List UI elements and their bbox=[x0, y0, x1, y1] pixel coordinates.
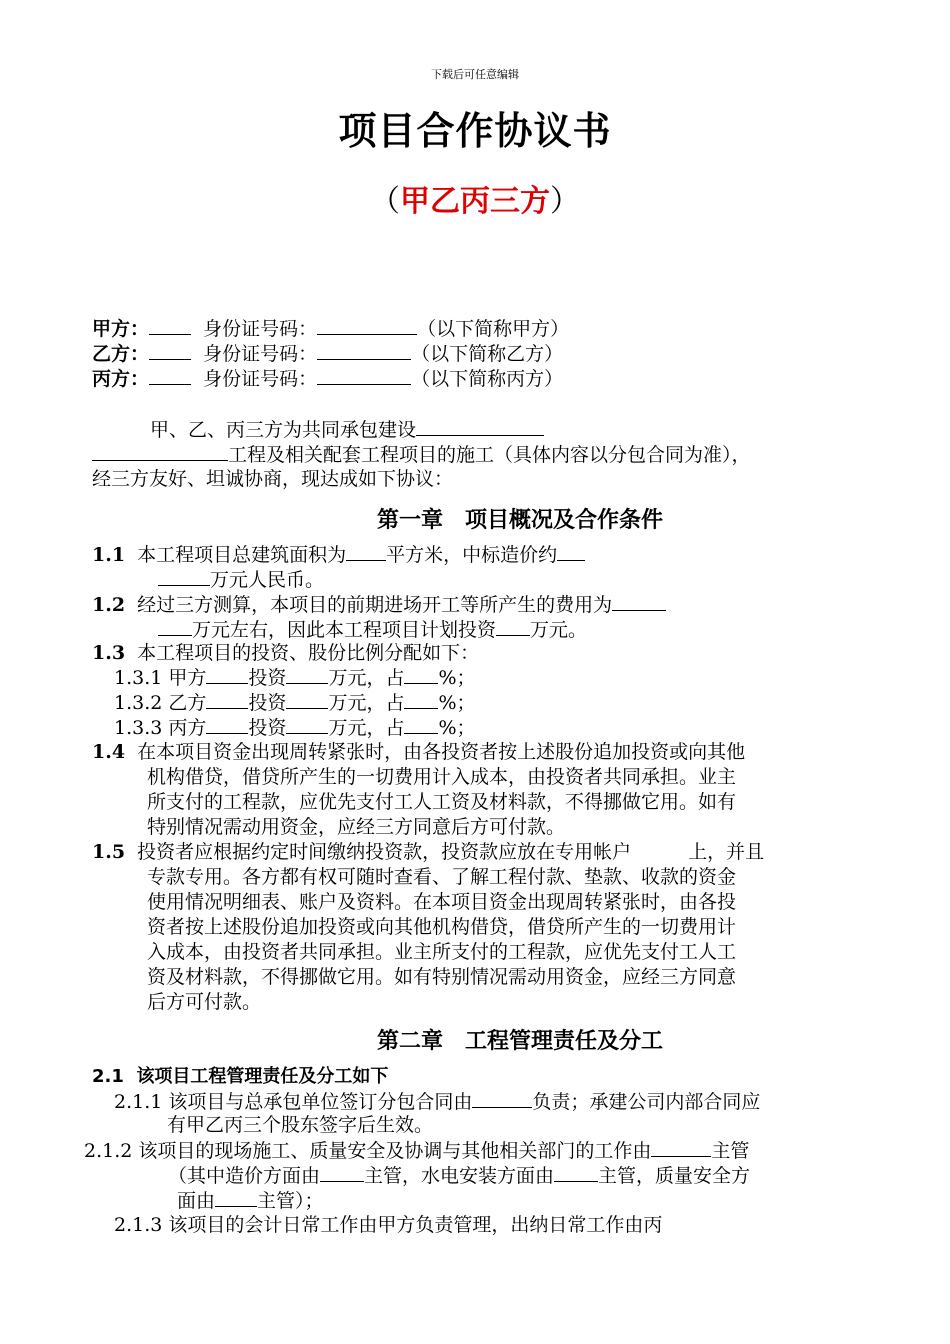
document-title: 项目合作协议书 bbox=[338, 109, 612, 153]
section-text: 投资者应根据约定时间缴纳投资款，投资款应放在专用帐户 上，并且 bbox=[137, 841, 765, 863]
item-number: 2.1.1 bbox=[114, 1091, 163, 1113]
section-number: 1.4 bbox=[92, 741, 126, 763]
cost-manager-blank bbox=[320, 1163, 364, 1182]
section-2-1 bbox=[92, 1064, 388, 1089]
item-number: 1.3.3 bbox=[114, 717, 163, 739]
id-label: 身份证号码： bbox=[203, 343, 318, 365]
party-suffix: （以下简称甲方） bbox=[417, 318, 570, 340]
item-text: 负责；承建公司内部合同应 bbox=[532, 1091, 761, 1113]
party-suffix: （以下简称乙方） bbox=[411, 343, 564, 365]
header-note: 下载后可任意编辑 bbox=[431, 68, 519, 81]
section-number: 1.2 bbox=[92, 594, 126, 616]
amount-blank bbox=[286, 665, 328, 684]
section-1-3-3 bbox=[114, 715, 476, 741]
section-1-4-line-3: 所支付的工程款，应优先支付工人工资及材料款，不得挪做它用。如有 bbox=[147, 791, 737, 813]
section-2-1-1 bbox=[114, 1089, 760, 1115]
section-1-5-line-3: 使用情况明细表、账户及资料。在本项目资金出现周转紧张时，由各投 bbox=[147, 891, 737, 913]
section-1-1 bbox=[92, 542, 585, 568]
section-text: 万元左右，因此本工程项目计划投资 bbox=[192, 619, 497, 641]
subtitle-text: 甲乙丙三方 bbox=[400, 184, 550, 219]
item-text: 该项目的会计日常工作由甲方负责管理，出纳日常工作由丙 bbox=[168, 1214, 663, 1236]
mep-manager-blank bbox=[554, 1163, 598, 1182]
percent-blank bbox=[404, 715, 438, 734]
item-text: %； bbox=[438, 692, 476, 714]
section-number: 2.1 bbox=[92, 1066, 124, 1087]
section-1-2-cont bbox=[158, 617, 587, 643]
investment-blank bbox=[496, 617, 530, 636]
item-text: 面由 bbox=[177, 1190, 216, 1212]
item-party: 丙方 bbox=[168, 717, 207, 739]
id-label: 身份证号码： bbox=[203, 318, 318, 340]
party-label: 丙方： bbox=[92, 368, 150, 390]
chapter-2-title: 第二章 工程管理责任及分工 bbox=[376, 1029, 663, 1054]
section-text: 经过三方测算，本项目的前期进场开工等所产生的费用为 bbox=[137, 594, 613, 616]
item-text: 万元，占 bbox=[328, 692, 405, 714]
party-label: 甲方： bbox=[92, 318, 150, 340]
item-text: 主管，质量安全方 bbox=[598, 1165, 751, 1187]
area-blank bbox=[346, 542, 386, 561]
intro-text: 甲、乙、丙三方为共同承包建设 bbox=[150, 419, 417, 441]
intro-line-2 bbox=[92, 442, 751, 468]
section-text: 本工程项目总建筑面积为 bbox=[137, 544, 347, 566]
price-blank bbox=[557, 542, 585, 561]
section-number: 1.3 bbox=[92, 642, 126, 664]
party-row-c bbox=[92, 366, 563, 392]
section-1-5-line-7: 后方可付款。 bbox=[147, 991, 262, 1013]
party-row-a bbox=[92, 316, 569, 342]
item-text: %； bbox=[438, 717, 476, 739]
section-2-1-2-cont-2 bbox=[177, 1188, 324, 1214]
project-name-blank bbox=[92, 442, 228, 461]
item-number: 1.3.2 bbox=[114, 692, 163, 714]
id-blank bbox=[317, 316, 417, 335]
section-2-1-3 bbox=[114, 1213, 662, 1238]
party-label: 乙方： bbox=[92, 343, 150, 365]
subtitle-open-paren: （ bbox=[370, 184, 400, 219]
item-text: 主管 bbox=[711, 1140, 750, 1162]
intro-line-1 bbox=[150, 417, 544, 443]
section-text: 在本项目资金出现周转紧张时，由各投资者按上述股份追加投资或向其他 bbox=[137, 741, 746, 763]
section-1-3 bbox=[92, 641, 479, 666]
section-text: 万元人民币。 bbox=[210, 569, 325, 591]
safety-manager-blank bbox=[215, 1188, 257, 1207]
name-blank bbox=[149, 341, 191, 360]
item-text: 投资 bbox=[248, 717, 287, 739]
section-1-1-cont bbox=[158, 567, 324, 593]
manager-blank bbox=[651, 1138, 711, 1157]
item-text: 投资 bbox=[248, 667, 287, 689]
section-1-5-line-5: 入成本，由投资者共同承担。业主所支付的工程款，应优先支付工人工 bbox=[147, 941, 737, 963]
section-1-5-line-1 bbox=[92, 840, 764, 865]
id-blank bbox=[317, 366, 411, 385]
percent-blank bbox=[404, 690, 438, 709]
project-name-blank bbox=[416, 417, 544, 436]
intro-line-3: 经三方友好、坦诚协商，现达成如下协议： bbox=[92, 468, 454, 490]
item-number: 1.3.1 bbox=[114, 667, 163, 689]
section-1-3-1 bbox=[114, 665, 476, 691]
item-text: %； bbox=[438, 667, 476, 689]
section-1-4-line-4: 特别情况需动用资金，应经三方同意后方可付款。 bbox=[147, 816, 566, 838]
section-1-2 bbox=[92, 592, 666, 618]
item-text: 主管，水电安装方面由 bbox=[364, 1165, 555, 1187]
section-1-3-2 bbox=[114, 690, 476, 716]
item-number: 2.1.2 bbox=[84, 1140, 133, 1162]
section-2-1-2 bbox=[84, 1138, 749, 1164]
item-party: 乙方 bbox=[168, 692, 207, 714]
item-text: 万元，占 bbox=[328, 667, 405, 689]
item-text: 万元，占 bbox=[328, 717, 405, 739]
responsible-blank bbox=[472, 1089, 532, 1108]
item-text: 该项目的现场施工、质量安全及协调与其他相关部门的工作由 bbox=[138, 1140, 652, 1162]
section-1-5-line-2: 专款专用。各方都有权可随时查看、了解工程付款、垫款、收款的资金 bbox=[147, 866, 737, 888]
party-suffix: （以下简称丙方） bbox=[411, 368, 564, 390]
item-text: 该项目与总承包单位签订分包合同由 bbox=[168, 1091, 473, 1113]
section-1-4-line-2: 机构借贷，借贷所产生的一切费用计入成本，由投资者共同承担。业主 bbox=[147, 766, 737, 788]
item-party: 甲方 bbox=[168, 667, 207, 689]
cost-blank bbox=[612, 592, 666, 611]
name-blank bbox=[206, 690, 248, 709]
section-1-5-line-6: 资及材料款，不得挪做它用。如有特别情况需动用资金，应经三方同意 bbox=[147, 966, 737, 988]
amount-blank bbox=[286, 690, 328, 709]
section-number: 1.1 bbox=[92, 544, 126, 566]
chapter-1-title: 第一章 项目概况及合作条件 bbox=[376, 508, 663, 533]
name-blank bbox=[206, 665, 248, 684]
name-blank bbox=[149, 366, 191, 385]
name-blank bbox=[149, 316, 191, 335]
cost-blank bbox=[158, 617, 192, 636]
intro-text: 工程及相关配套工程项目的施工（具体内容以分包合同为准）， bbox=[228, 444, 751, 466]
section-text: 该项目工程管理责任及分工如下 bbox=[136, 1066, 389, 1087]
section-number: 1.5 bbox=[92, 841, 126, 863]
subtitle-close-paren: ） bbox=[550, 184, 580, 219]
section-2-1-2-cont bbox=[168, 1163, 750, 1189]
section-1-5-line-4: 资者按上述股份追加投资或向其他机构借贷，借贷所产生的一切费用计 bbox=[147, 916, 737, 938]
section-1-4-line-1 bbox=[92, 740, 745, 765]
section-text: 平方米，中标造价约 bbox=[386, 544, 558, 566]
section-text: 万元。 bbox=[530, 619, 588, 641]
id-label: 身份证号码： bbox=[203, 368, 318, 390]
percent-blank bbox=[404, 665, 438, 684]
name-blank bbox=[206, 715, 248, 734]
section-text: 本工程项目的投资、股份比例分配如下： bbox=[137, 642, 480, 664]
document-subtitle bbox=[0, 176, 950, 220]
party-row-b bbox=[92, 341, 563, 367]
price-blank bbox=[158, 567, 210, 586]
item-number: 2.1.3 bbox=[114, 1214, 163, 1236]
item-text: 投资 bbox=[248, 692, 287, 714]
section-2-1-1-cont: 有甲乙丙三个股东签字后生效。 bbox=[167, 1114, 434, 1136]
id-blank bbox=[317, 341, 411, 360]
item-text: （其中造价方面由 bbox=[168, 1165, 321, 1187]
item-text: 主管）； bbox=[257, 1190, 324, 1212]
amount-blank bbox=[286, 715, 328, 734]
